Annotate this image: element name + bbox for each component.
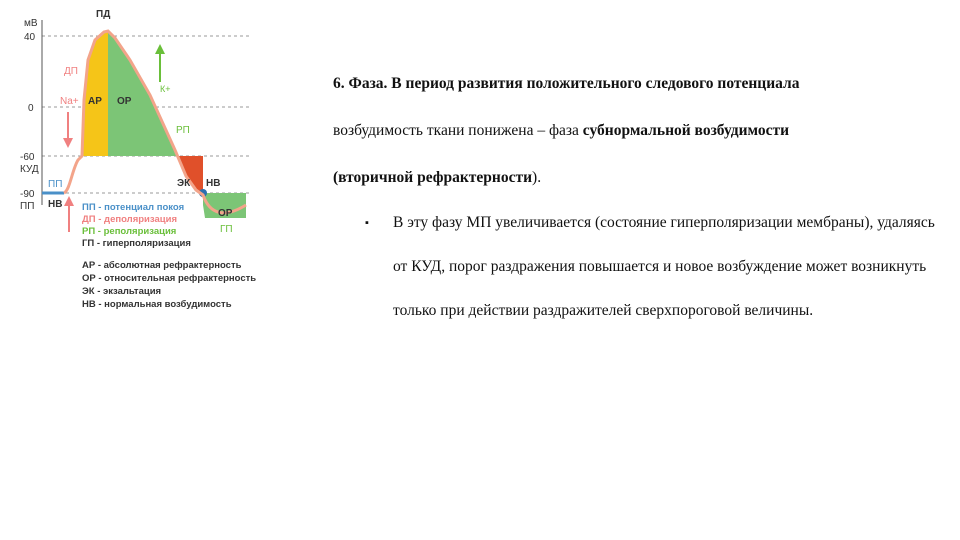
label-dp: ДП bbox=[64, 66, 78, 77]
heading-prefix: 6. Фаза. bbox=[333, 75, 388, 92]
line2-bold: субнормальной возбудимости bbox=[582, 122, 790, 139]
label-ar: АР bbox=[88, 96, 102, 107]
legend-pp: ПП - потенциал покоя bbox=[82, 202, 185, 213]
label-na: Na+ bbox=[60, 96, 79, 107]
label-nv: НВ bbox=[206, 178, 221, 189]
action-potential-figure bbox=[0, 0, 320, 320]
bullet-text: В эту фазу МП увеличивается (состояние гиперполяризации мембраны), удаляясь от КУД, порог раздражения повышается и новое возбуждение может возникнуть только при действии раздражителей сверхпороговой величины. bbox=[393, 214, 935, 319]
label-or2: ОР bbox=[218, 208, 233, 219]
axis-unit: мВ bbox=[24, 18, 38, 29]
action-potential-diagram bbox=[0, 0, 320, 320]
label-or1: ОР bbox=[117, 96, 132, 107]
bullet-icon: ▪ bbox=[365, 217, 369, 229]
label-ek: ЭК bbox=[177, 178, 191, 189]
tick-90: -90 bbox=[20, 189, 35, 200]
legend-ar: АР - абсолютная рефрактерность bbox=[82, 260, 242, 271]
tick-0: 0 bbox=[28, 103, 34, 114]
bullet-item bbox=[365, 201, 943, 333]
tick-40: 40 bbox=[24, 32, 36, 43]
legend-or: ОР - относительная рефрактерность bbox=[82, 273, 257, 284]
label-gp: ГП bbox=[220, 224, 233, 235]
tick-kud: КУД bbox=[20, 164, 39, 175]
heading-line bbox=[333, 60, 943, 107]
legend-rp: РП - реполяризация bbox=[82, 226, 177, 237]
label-rp: РП bbox=[176, 125, 190, 136]
label-k: К+ bbox=[160, 84, 171, 94]
legend-gp: ГП - гиперполяризация bbox=[82, 238, 191, 249]
paragraph-line-3 bbox=[333, 154, 943, 201]
label-nv-left: НВ bbox=[48, 199, 63, 210]
line3-end: ). bbox=[532, 169, 542, 186]
tick-pp: ПП bbox=[20, 201, 35, 212]
tick-60: -60 bbox=[20, 152, 35, 163]
line3-bold: (вторичной рефрактерности bbox=[333, 169, 533, 186]
k-arrow-head bbox=[155, 44, 165, 54]
stimulus-arrow-head bbox=[64, 196, 74, 206]
legend-ek: ЭК - экзальтация bbox=[82, 286, 162, 297]
label-pp-left: ПП bbox=[48, 179, 63, 190]
legend-nv: НВ - нормальная возбудимость bbox=[82, 299, 232, 310]
heading-rest: В период развития положительного следового потенциала bbox=[387, 75, 800, 92]
legend-dp: ДП - деполяризация bbox=[82, 214, 177, 225]
na-arrow-head bbox=[63, 138, 73, 148]
paragraph-line-2 bbox=[333, 107, 943, 154]
text-block bbox=[333, 60, 943, 333]
line2-plain: возбудимость ткани понижена – фаза bbox=[333, 122, 583, 139]
label-pd: ПД bbox=[96, 9, 111, 20]
